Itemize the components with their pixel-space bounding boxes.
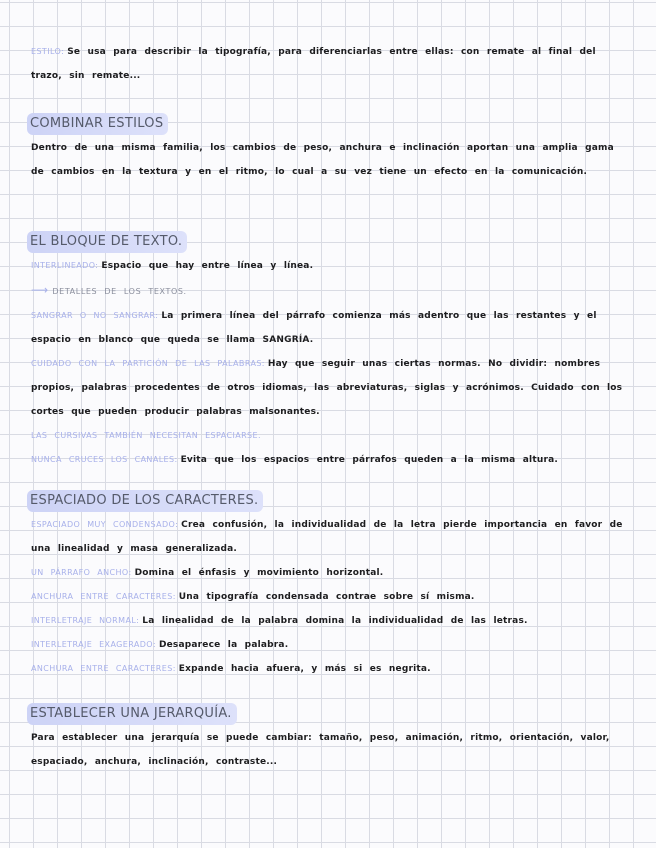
term-cursivas: LAS CURSIVAS TAMBIÉN NECESITAN ESPACIARSE. (31, 431, 261, 440)
section-text: Para establecer una jerarquía se puede cambiar: tamaño, peso, animación, ritmo, orientación, valor, espaciado, anchura, inclinación, contraste... (31, 733, 610, 767)
term-canales: NUNCA CRUCES LOS CANALES: (31, 455, 178, 464)
section-heading: EL BLOQUE DE TEXTO. (27, 231, 187, 253)
term-particion: CUIDADO CON LA PARTICIÓN DE LAS PALABRAS: (31, 359, 265, 368)
list-item: ESPACIADO MUY CONDENSADO: Crea confusión, la individualidad de la letra pierde importancia en favor de una linealidad y masa generalizada. (31, 520, 623, 554)
section-heading: ESPACIADO DE LOS CARACTERES. (27, 490, 263, 512)
term-estilo: ESTILO: (31, 47, 65, 56)
section-heading: ESTABLECER UNA JERARQUÍA. (27, 703, 237, 725)
section-combinar-estilos (31, 112, 631, 135)
jerarquia-body (31, 726, 631, 774)
section-text: Dentro de una misma familia, los cambios de peso, anchura e inclinación aportan una amplia gama de cambios en la textura y en el ritmo, lo cual a su vez tiene un efecto en la comunicación. (31, 143, 614, 177)
section-espaciado (31, 489, 631, 512)
section-heading: COMBINAR ESTILOS (27, 113, 168, 135)
definition-estilo: Se usa para describir la tipografía, para diferenciarlas entre ellas: con remate al final del trazo, sin remate... (31, 47, 596, 81)
list-item: ANCHURA ENTRE CARACTERES: Una tipografía condensada contrae sobre sí misma. (31, 592, 475, 602)
list-item: INTERLETRAJE EXAGERADO: Desaparece la palabra. (31, 640, 289, 650)
arrow-right-icon: ⟶ (31, 283, 49, 297)
bloque-texto-body: INTERLINEADO: Espacio que hay entre línea y línea. ⟶ DETALLES DE LOS TEXTOS. SANGRAR O NO SANGRAR: La primera línea del párrafo comienza más adentro que las restantes y el espacio en blanco que queda se llama SANGRÍA. CUIDADO CON LA PARTICIÓN DE LAS PALABRAS: Hay que seguir unas ciertas normas. No dividir: nombres propios, palabras procedentes de otros idiomas, las abreviaturas, siglas y acrónimos. Cuidado con los cortes que pueden producir palabras malsonantes. LAS CURSIVAS TAMBIÉN NECESITAN ESPACIARSE. NUNCA CRUCES LOS CANALES: Evita que los espacios entre párrafos queden a la misma altura. (31, 261, 623, 465)
list-item: INTERLETRAJE NORMAL: La linealidad de la palabra domina la individualidad de las letras. (31, 616, 528, 626)
espaciado-body (31, 513, 631, 681)
list-item: UN PÁRRAFO ANCHO: Domina el énfasis y movimiento horizontal. (31, 568, 384, 578)
section-bloque-texto (31, 230, 631, 253)
list-item: ANCHURA ENTRE CARACTERES: Expande hacia afuera, y más si es negrita. (31, 664, 431, 674)
term-interlineado: INTERLINEADO: (31, 261, 99, 270)
term-sangrar: SANGRAR O NO SANGRAR: (31, 311, 159, 320)
combinar-estilos-body (31, 136, 631, 184)
intro-paragraph (31, 40, 631, 88)
subheading-detalles: DETALLES DE LOS TEXTOS. (52, 287, 187, 296)
section-jerarquia (31, 702, 631, 725)
